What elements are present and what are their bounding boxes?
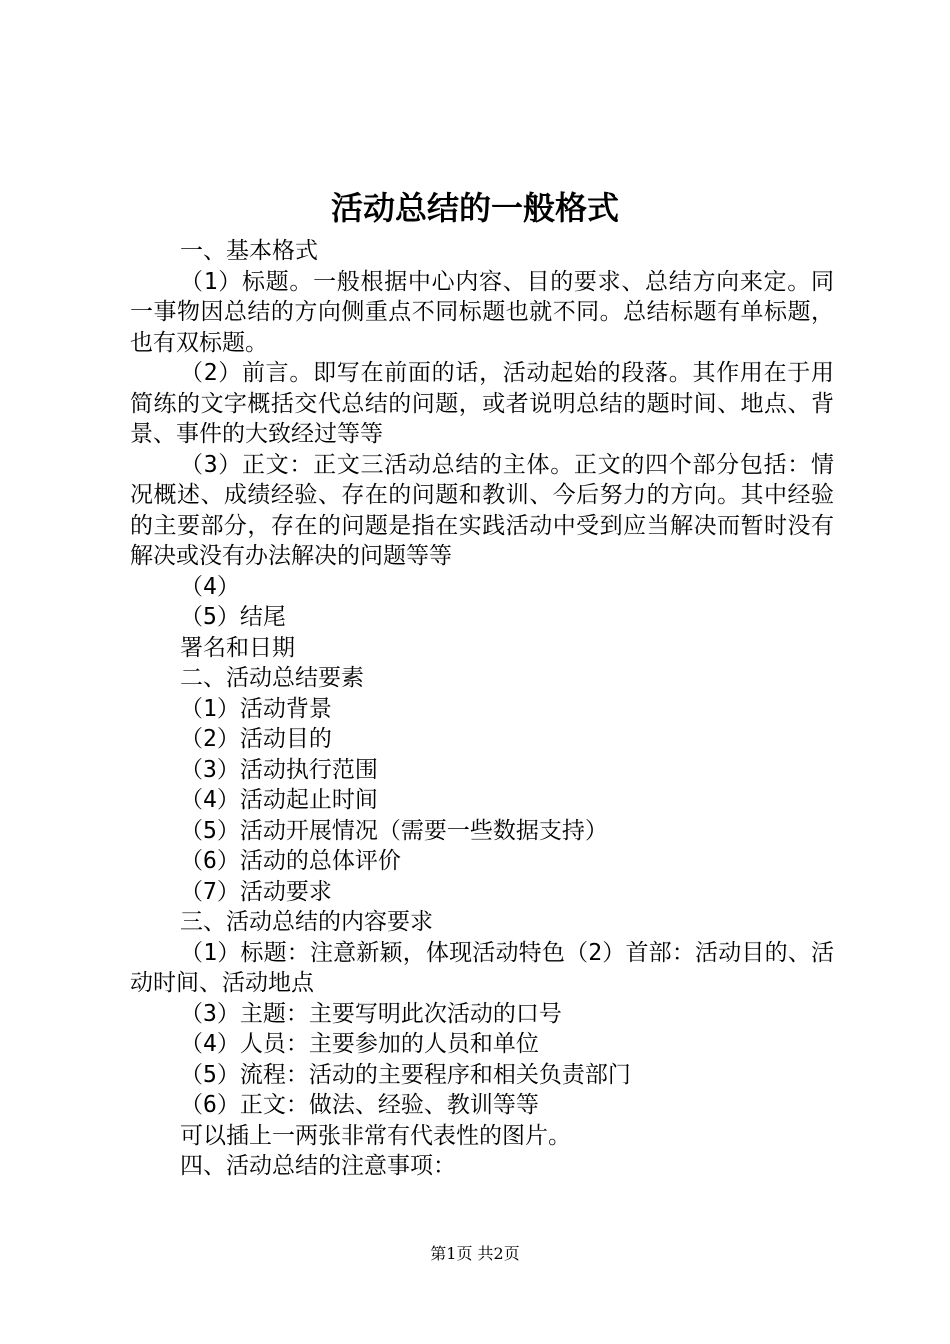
list-item: （6）活动的总体评价 xyxy=(180,848,401,874)
page-footer: 第1页 共2页 xyxy=(430,1244,520,1263)
paragraph-item-4: （4） xyxy=(180,573,240,600)
paragraph-section-2-heading: 二、活动总结要素 xyxy=(180,665,364,691)
list-item: （3）活动执行范围 xyxy=(180,756,378,783)
document-body xyxy=(130,236,834,1182)
list-item: （4）活动起止时间 xyxy=(180,787,378,813)
paragraph-signature-date: 署名和日期 xyxy=(180,634,295,661)
document-title: 活动总结的一般格式 xyxy=(330,189,619,227)
paragraph-item-ending: （5）结尾 xyxy=(180,604,286,630)
list-item: （5）活动开展情况（需要一些数据支持） xyxy=(180,817,608,844)
paragraph-images-note: 可以插上一两张非常有代表性的图片。 xyxy=(180,1122,571,1149)
list-item: （2）活动目的 xyxy=(180,726,332,752)
paragraph-section-1-heading: 一、基本格式 xyxy=(180,238,318,264)
list-item: （7）活动要求 xyxy=(180,878,332,905)
list-item: （3）主题：主要写明此次活动的口号 xyxy=(180,1000,562,1027)
paragraph-section-3-heading: 三、活动总结的内容要求 xyxy=(180,909,433,935)
list-item: （5）流程：活动的主要程序和相关负责部门 xyxy=(180,1061,631,1088)
paragraph-item-body: （3）正文：正文三活动总结的主体。正文的四个部分包括：情况概述、成绩经验、存在的问题和教训、今后努力的方向。其中经验的主要部分，存在的问题是指在实践活动中受到应当解决而暂时没有解决或没有办法解决的问题等等 xyxy=(130,451,834,569)
list-item: （6）正文：做法、经验、教训等等 xyxy=(180,1092,539,1118)
paragraph-item-preface: （2）前言。即写在前面的话，活动起始的段落。其作用在于用简练的文字概括交代总结的问题，或者说明总结的题时间、地点、背景、事件的大致经过等等 xyxy=(130,360,834,447)
list-item: （1）标题：注意新颖，体现活动特色（2）首部：活动目的、活动时间、活动地点 xyxy=(130,939,834,996)
list-item: （4）人员：主要参加的人员和单位 xyxy=(180,1031,539,1057)
paragraph-section-4-heading: 四、活动总结的注意事项： xyxy=(180,1153,456,1179)
paragraph-item-title: （1）标题。一般根据中心内容、目的要求、总结方向来定。同一事物因总结的方向侧重点不同标题也就不同。总结标题有单标题，也有双标题。 xyxy=(130,268,834,356)
list-item: （1）活动背景 xyxy=(180,695,332,722)
